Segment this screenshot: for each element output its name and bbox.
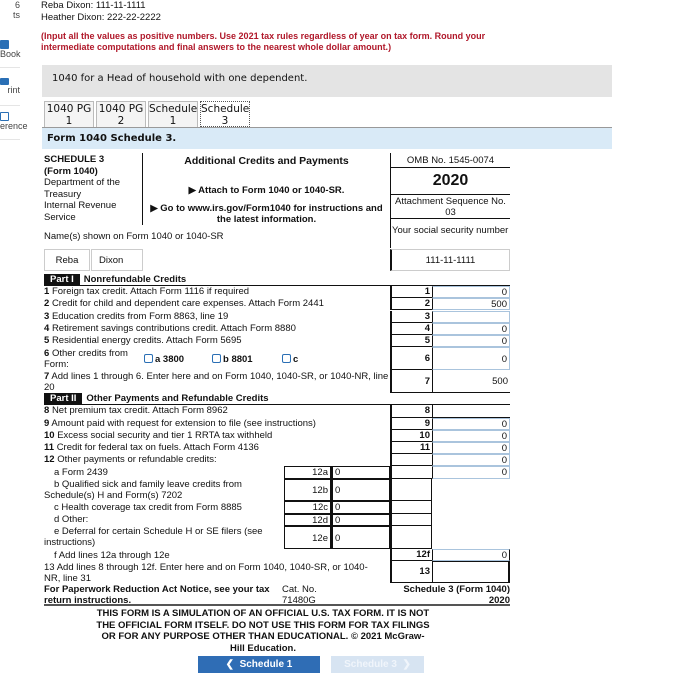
omb: OMB No. 1545-0074 — [391, 153, 510, 168]
line-1-input[interactable]: 0 — [432, 286, 510, 298]
line-number-blank — [390, 514, 432, 526]
line-10-input[interactable]: 0 — [432, 430, 510, 442]
line-number: 1 — [390, 286, 432, 298]
taxpayer-info — [41, 0, 161, 24]
line-number: 12e — [284, 526, 332, 549]
reference-icon — [0, 112, 9, 121]
sidebar-item-tools[interactable] — [0, 0, 20, 30]
line-number: 10 — [390, 430, 432, 442]
section-title: Form 1040 Schedule 3. — [42, 127, 612, 149]
sidebar-item-reference[interactable] — [0, 112, 28, 140]
checkbox-8801[interactable]: b 8801 — [212, 354, 253, 365]
line-12e: e Deferral for certain Schedule H or SE filers (see instructions) — [44, 526, 263, 548]
line-12f: f Add lines 12a through 12e — [54, 550, 170, 561]
line-3-input[interactable] — [432, 311, 510, 323]
line-number: 12d — [284, 514, 332, 526]
label: erence — [0, 121, 28, 131]
line-5: 5 Residential energy credits. Attach Form 5695 — [44, 335, 242, 346]
line-5-input[interactable]: 0 — [432, 335, 510, 347]
line-2-input[interactable]: 500 — [432, 298, 510, 310]
line-4: 4 Retirement savings contributions credit. Attach Form 8880 — [44, 323, 296, 334]
ssn-field[interactable]: 111-11-1111 — [390, 249, 510, 271]
label: 6 — [14, 0, 20, 10]
line-number-blank — [390, 466, 432, 479]
line-number: 12f — [390, 549, 432, 561]
instructions: (Input all the values as positive numbers. Use 2021 tax rules regardless of year on tax form. Round your intermediate computations and final answers to the nearest whole dollar amount.) — [41, 31, 486, 52]
part1-header — [44, 274, 510, 286]
part-title: Nonrefundable Credits — [83, 274, 187, 285]
line-number: 13 — [390, 561, 432, 583]
line-13-input[interactable] — [432, 561, 510, 583]
line-number: 4 — [390, 323, 432, 335]
line-12a-total-input[interactable]: 0 — [432, 466, 510, 479]
label: Book — [0, 49, 21, 59]
label: Schedule — [201, 103, 250, 115]
taxpayer: Heather Dixon: 222-22-2222 — [41, 12, 161, 23]
line-12b-input[interactable]: 0 — [332, 479, 390, 501]
paperwork-notice: For Paperwork Reduction Act Notice, see your tax return instructions. — [44, 584, 270, 606]
line-number: 12a — [284, 466, 332, 479]
disclaimer: THIS FORM IS A SIMULATION OF AN OFFICIAL U.S. TAX FORM. IT IS NOT THE OFFICIAL FORM ITSELF. DO NOT USE THIS FORM FOR TAX FILINGS OR FOR ANY PURPOSE OTHER THAN EDUCATIONAL. © 2021 McGraw-Hill Education. — [96, 608, 430, 654]
line-number-blank — [390, 479, 432, 501]
line-number: 11 — [390, 442, 432, 454]
label: Schedule — [149, 103, 198, 115]
part-tag: Part I — [44, 274, 80, 285]
label: 3 — [221, 115, 229, 127]
line-number: 6 — [390, 347, 432, 370]
label: 2 — [117, 115, 125, 127]
tab-1040-pg1[interactable] — [44, 101, 94, 127]
line-11: 11 Credit for federal tax on fuels. Attach Form 4136 — [44, 442, 259, 453]
line-6-input[interactable]: 0 — [432, 347, 510, 370]
line-number: 2 — [390, 298, 432, 310]
line-number: 3 — [390, 311, 432, 323]
line-number-blank — [390, 501, 432, 514]
next-schedule-button[interactable] — [331, 656, 424, 673]
line-number: 5 — [390, 335, 432, 347]
line-13: 13 Add lines 8 through 12f. Enter here and on Form 1040, 1040-SR, or 1040-NR, line 31 — [44, 562, 368, 584]
book-icon — [0, 40, 9, 49]
dept: Department of the Treasury — [44, 177, 121, 200]
line-6: 6 Other credits from Form: — [44, 348, 128, 370]
last-name-field[interactable]: Dixon — [91, 249, 143, 271]
line-9-input[interactable]: 0 — [432, 418, 510, 430]
line-7: 7 Add lines 1 through 6. Enter here and on Form 1040, 1040-SR, or 1040-NR, line 20 — [44, 371, 389, 393]
chevron-left-icon: ❮ — [225, 659, 240, 670]
line-10: 10 Excess social security and tier 1 RRTA tax withheld — [44, 430, 273, 441]
line-7-value: 500 — [432, 370, 510, 393]
tab-schedule-1[interactable] — [148, 101, 198, 127]
cat-no: Cat. No. 71480G — [282, 584, 317, 606]
attach-note: ▶ Attach to Form 1040 or 1040-SR. — [188, 185, 345, 196]
line-12d: d Other: — [54, 514, 89, 525]
line-number: 12b — [284, 479, 332, 501]
line-12: 12 Other payments or refundable credits: — [44, 454, 217, 465]
line-3: 3 Education credits from Form 8863, line 19 — [44, 311, 229, 322]
line-number: 8 — [390, 405, 432, 418]
line-12d-input[interactable]: 0 — [332, 514, 390, 526]
sidebar-item-ebook[interactable] — [0, 40, 20, 68]
line-12f-input[interactable]: 0 — [432, 549, 510, 561]
scenario-banner: 1040 for a Head of household with one dependent. — [42, 65, 612, 97]
line-12a-input[interactable]: 0 — [332, 466, 390, 479]
part-tag: Part II — [44, 393, 82, 404]
label: 1 — [65, 115, 73, 127]
line-12c: c Health coverage tax credit from Form 8885 — [54, 502, 242, 513]
sequence: Attachment Sequence No. 03 — [391, 195, 510, 219]
label: 1040 PG — [46, 103, 92, 115]
line-number: 7 — [390, 370, 432, 393]
sidebar-item-print[interactable] — [0, 78, 20, 106]
label: ts — [12, 10, 20, 20]
line-1: 1 Foreign tax credit. Attach Form 1116 if required — [44, 286, 250, 297]
label: 1040 PG — [98, 103, 144, 115]
label: Schedule 1 — [239, 659, 293, 670]
form-footer — [44, 584, 510, 606]
print-icon — [0, 78, 9, 85]
line-number-blank — [390, 454, 432, 466]
line-4-input[interactable]: 0 — [432, 323, 510, 335]
line-number: 9 — [390, 418, 432, 430]
part-title: Other Payments and Refundable Credits — [86, 393, 269, 404]
line-8-value — [432, 405, 510, 418]
form-title: Additional Credits and Payments — [184, 155, 349, 167]
tab-schedule-3[interactable] — [200, 101, 250, 127]
tab-1040-pg2[interactable] — [96, 101, 146, 127]
line-12c-input[interactable]: 0 — [332, 501, 390, 514]
goto-note: ▶ Go to www.irs.gov/Form1040 for instructions and the latest information. — [150, 203, 383, 225]
schedule-footer: Schedule 3 (Form 1040) 2020 — [403, 584, 510, 606]
line-12-input[interactable]: 0 — [432, 454, 510, 466]
label: rint — [7, 85, 20, 95]
line-12b: b Qualified sick and family leave credits from Schedule(s) H and Form(s) 7202 — [44, 479, 242, 501]
chevron-right-icon: ❯ — [396, 659, 411, 670]
line-12e-input[interactable]: 0 — [332, 526, 390, 549]
tax-year: 2020 — [391, 168, 510, 195]
form-id — [44, 154, 142, 223]
ssn-label: Your social security number — [390, 225, 510, 248]
form-label: (Form 1040) — [44, 165, 98, 177]
checkbox-c[interactable]: c — [282, 354, 298, 365]
line-11-input[interactable]: 0 — [432, 442, 510, 454]
part2-header — [44, 393, 510, 405]
line-2: 2 Credit for child and dependent care expenses. Attach Form 2441 — [44, 298, 324, 309]
line-8: 8 Net premium tax credit. Attach Form 8962 — [44, 405, 228, 416]
omb-box — [390, 153, 510, 225]
prev-schedule-button[interactable] — [198, 656, 320, 673]
label: Schedule 3 — [344, 659, 397, 670]
label: 1 — [169, 115, 177, 127]
irs: Internal Revenue Service — [44, 200, 117, 223]
line-9: 9 Amount paid with request for extension to file (see instructions) — [44, 418, 316, 429]
schedule-label: SCHEDULE 3 — [44, 154, 105, 165]
checkbox-3800[interactable]: a 3800 — [144, 354, 184, 365]
taxpayer: Reba Dixon: 111-11-1111 — [41, 0, 146, 11]
line-number-blank — [390, 526, 432, 549]
first-name-field[interactable]: Reba — [44, 249, 90, 271]
line-12a: a Form 2439 — [54, 467, 108, 478]
line-number: 12c — [284, 501, 332, 514]
names-label: Name(s) shown on Form 1040 or 1040-SR — [44, 231, 224, 242]
